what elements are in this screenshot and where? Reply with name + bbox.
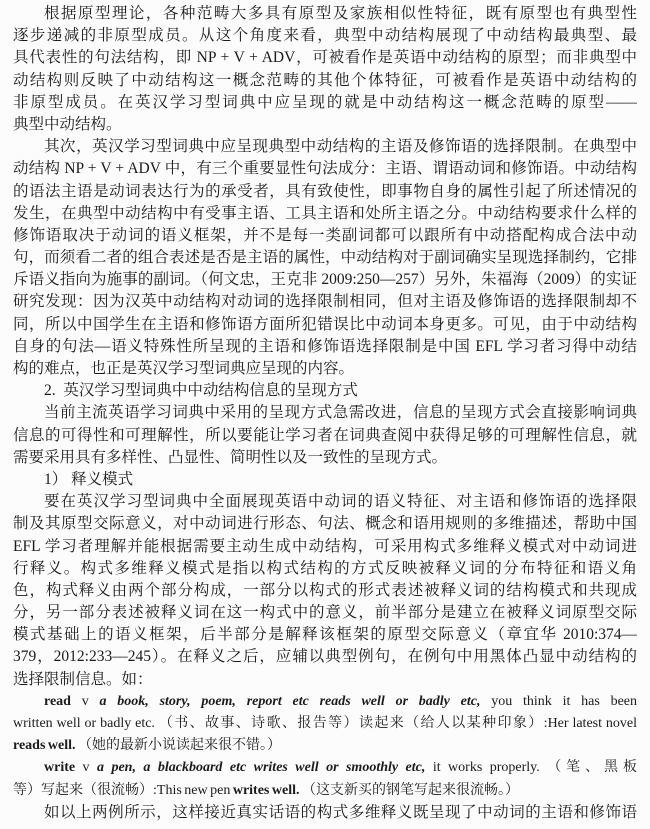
text-run: EFL 学习者理解并能根据需要主动生成中动结构，可采用构式多维释义模式对中动词进 <box>13 537 637 555</box>
text-run: 句，而须看二者的组合表述是否是主语的属性，中动结构对于副词确实呈现选择制约，它排 <box>13 249 637 267</box>
paragraph-line <box>13 269 637 291</box>
text-run: （这支新买的钢笔写起来很流畅。） <box>299 782 519 798</box>
example-line <box>13 735 637 757</box>
paragraph-line <box>13 624 637 646</box>
text-run: you think it has been <box>480 693 637 709</box>
paragraph-line <box>13 402 637 424</box>
text-run: 典型中动结构。 <box>13 115 122 133</box>
example-line <box>13 713 637 735</box>
subsection-heading <box>13 469 637 491</box>
paragraph-line <box>13 25 637 47</box>
bold-italic-text: a book, story, poem, report etc reads well or badly etc, <box>99 693 481 709</box>
paragraph-line <box>13 513 637 535</box>
text-run: 发生，在典型中动结构中有受事主语、工具主语和处所主语之分。中动结构要求什么样的 <box>13 204 637 222</box>
paragraph-line <box>13 314 637 336</box>
text-run: 需要采用具有多样性、凸显性、简明性以及一致性的呈现方式。 <box>13 448 448 466</box>
text-run: 信息的可得性和可理解性，所以要能让学习者在词典查阅中获得足够的可理解性信息，就 <box>13 426 637 444</box>
text-run: 模式基础上的语义框架，后半部分是解释该框架的原型交际意义（章宜华 2010:374— <box>13 626 637 644</box>
text-run: （她的最新小说读起来很不错。） <box>75 738 282 754</box>
text-run: v <box>70 693 100 709</box>
text-run: it works properly. （笔、黑板 <box>425 760 637 776</box>
paragraph-line <box>13 47 637 69</box>
paragraph-line <box>13 181 637 203</box>
text-run: 行释义。构式多维释义模式是指以构式结构的方式反映被释义词的分布特征和语义角 <box>13 559 637 577</box>
paragraph-line <box>13 336 637 358</box>
text-run: 同，所以中国学生在主语和修饰语方面所犯错误比中动词本身更多。可见，由于中动结构 <box>13 315 637 333</box>
text-run: 制及其原型交际意义，对中动词进行形态、句法、概念和语用规则的多维描述，帮助中国 <box>13 515 637 533</box>
text-run: 修饰语取决于动词的语义框架，并不是每一类副词都可以跟所有中动搭配构成合法中动 <box>13 226 637 244</box>
text-run: 动结构则反映了中动结构这一概念范畴的其他个体特征，可被看作是英语中动结构的 <box>13 71 637 89</box>
text-run: 分，另一部分表述被释义词在这一构式中的意义，前半部分是建立在被释义词原型交际 <box>13 604 637 622</box>
paragraph-line <box>13 491 637 513</box>
text-run: v <box>75 760 97 776</box>
text-run: 具代表性的句法结构，即 NP + V + ADV，可被看作是英语中动结构的原型；而非典型中 <box>13 49 637 67</box>
text-run: 研究发现：因为汉英中动结构对动词的选择限制相同，但对主语及修饰语的选择限制却不 <box>13 293 637 311</box>
bold-text: writes well. <box>232 782 300 798</box>
paragraph-line <box>13 92 637 114</box>
bold-text: read <box>44 693 71 709</box>
paragraph-line <box>13 580 637 602</box>
text-run: 379，2012:233—245）。在释义之后，应辅以典型例句，在例句中用黑体凸显中动结构的 <box>13 648 637 666</box>
text-run: written well or badly etc. （书、故事、诗歌、报告等）读起来（给人以某种印象）:Her latest novel <box>13 716 637 731</box>
paragraph-line <box>13 3 637 25</box>
paragraph-line <box>13 802 637 824</box>
text-run: 根据原型理论，各种范畴大多具有原型及家族相似性特征，既有原型也有典型性 <box>44 5 637 22</box>
text-run: 逐步递减的非原型成员。从这个角度来看，典型中动结构展现了中动结构最典型、最 <box>13 27 637 45</box>
text-run: 的语法主语是动词表达行为的承受者，具有致使性，即事物自身的属性引起了所述情况的 <box>13 182 637 200</box>
text-run: 如以上两例所示，这样接近真实话语的构式多维释义既呈现了中动词的主语和修饰语 <box>44 803 637 821</box>
paragraph-line <box>13 358 637 380</box>
paragraph-line <box>13 114 637 136</box>
example-line <box>13 780 637 802</box>
paragraph-line <box>13 70 637 92</box>
paragraph-line <box>13 447 637 469</box>
paragraph-line <box>13 558 637 580</box>
text-run: 选择限制信息。如： <box>13 670 153 688</box>
text-run: 构的难点，也正是英汉学习型词典应呈现的内容。 <box>13 360 355 377</box>
paragraph-line <box>13 425 637 447</box>
text-run: 1） 释义模式 <box>44 470 134 488</box>
paragraph-line <box>13 247 637 269</box>
paragraph-line <box>13 669 637 691</box>
bold-italic-text: a pen, a blackboard etc writes well or smoothly etc, <box>97 760 426 776</box>
paragraph-line <box>13 203 637 225</box>
paragraph-line <box>13 646 637 668</box>
text-run: 当前主流英语学习词典中采用的呈现方式急需改进，信息的呈现方式会直接影响词典 <box>44 404 637 422</box>
text-run: 要在英汉学习型词典中全面展现英语中动词的语义特征、对主语和修饰语的选择限 <box>44 493 637 511</box>
section-heading <box>13 380 637 402</box>
paragraph-line <box>13 291 637 313</box>
paragraph-line <box>13 536 637 558</box>
text-run: 自身的句法—语义特殊性所呈现的主语和修饰语选择限制是中国 EFL 学习者习得中动结 <box>13 337 637 355</box>
text-run: 斥语义指向为施事的副词。（何文忠，王克非 2009:250—257）另外，朱福海（2009）的实证 <box>13 271 637 289</box>
paragraph-line <box>13 158 637 180</box>
text-run: 动结构 NP + V + ADV 中，有三个重要显性句法成分：主语、谓语动词和修饰语。中动结构 <box>13 160 637 178</box>
text-run: 其次，英汉学习型词典中应呈现典型中动结构的主语及修饰语的选择限制。在典型中 <box>44 138 637 156</box>
text-run: 非原型成员。在英汉学习型词典中应呈现的就是中动结构这一概念范畴的原型—— <box>13 93 637 111</box>
paragraph-line <box>13 136 637 158</box>
paragraph-line <box>13 225 637 247</box>
bold-text: reads well. <box>13 738 76 754</box>
text-run: 色，构式释义由两个部分构成，一部分以构式的形式表述被释义词的结构模式和共现成 <box>13 581 637 599</box>
bold-text: write <box>44 760 76 776</box>
example-line <box>13 691 637 713</box>
text-run: 等）写起来（很流畅）:This new pen <box>13 782 233 798</box>
text-run: 2. 英汉学习型词典中中动结构信息的呈现方式 <box>44 382 358 400</box>
paragraph-line <box>13 602 637 624</box>
example-line <box>13 757 637 779</box>
